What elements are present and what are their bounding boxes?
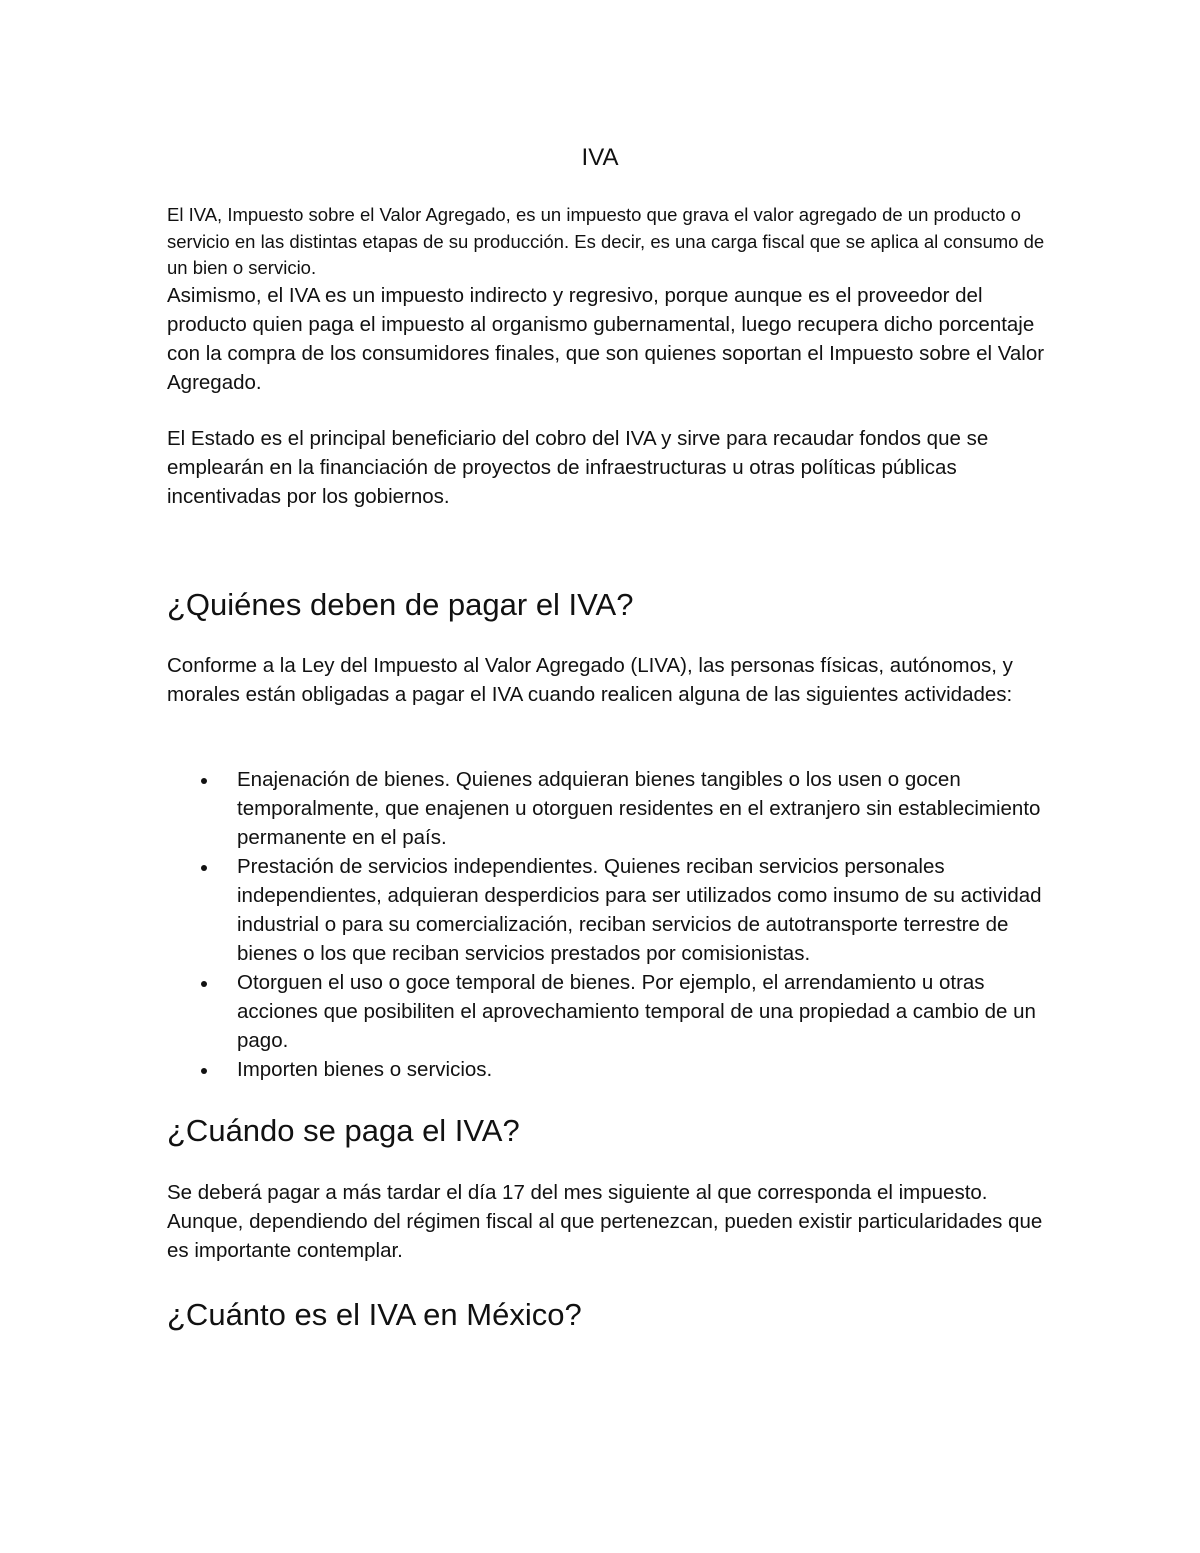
list-item [197,852,1047,968]
list-item [197,765,1047,852]
paragraph-indirect-tax: Asimismo, el IVA es un impuesto indirecto y regresivo, porque aunque es el proveedor del producto quien paga el impuesto al organismo gubernamental, luego recupera dicho porcentaje con la compra de los consumidores finales, que son quienes soportan el Impuesto sobre el Valor Agregado. [167,284,1045,394]
intro-paragraph: El IVA, Impuesto sobre el Valor Agregado, es un impuesto que grava el valor agregado de un producto o servicio en las distintas etapas de su producción. Es decir, es una carga fiscal que se aplica al consumo de un bien o servicio. [167,204,1045,278]
heading-how-much: ¿Cuánto es el IVA en México? [167,1297,582,1332]
bullet-icon [201,1068,207,1074]
bullet-icon [201,981,207,987]
activities-list [197,765,1047,1084]
list-item-text: Otorguen el uso o goce temporal de bienes. Por ejemplo, el arrendamiento u otras acciones que posibiliten el aprovechamiento temporal de una propiedad a cambio de un pago. [237,971,1036,1052]
paragraph-state-beneficiary: El Estado es el principal beneficiario del cobro del IVA y sirve para recaudar fondos que se emplearán en la financiación de proyectos de infraestructuras u otras políticas públicas incentivadas por los gobiernos. [167,427,989,508]
bullet-icon [201,865,207,871]
paragraph-when-pays: Se deberá pagar a más tardar el día 17 del mes siguiente al que corresponda el impuesto. Aunque, dependiendo del régimen fiscal al que pertenezcan, pueden existir particularidades que es importante contemplar. [167,1181,1043,1262]
paragraph-who-pays: Conforme a la Ley del Impuesto al Valor Agregado (LIVA), las personas físicas, autónomos, y morales están obligadas a pagar el IVA cuando realicen alguna de las siguientes actividades: [167,654,1013,706]
list-item [197,968,1047,1055]
heading-when-pays: ¿Cuándo se paga el IVA? [167,1113,520,1148]
heading-who-pays: ¿Quiénes deben de pagar el IVA? [167,587,634,622]
bullet-icon [201,778,207,784]
list-item-text: Importen bienes o servicios. [237,1058,493,1081]
list-item-text: Prestación de servicios independientes. Quienes reciban servicios personales independientes, adquieran desperdicios para ser utilizados como insumo de su actividad industrial o para su comercialización, reciban servicios de autotransporte terrestre de bienes o los que reciban servicios prestados por comisionistas. [237,855,1042,965]
list-item [197,1055,1047,1084]
list-item-text: Enajenación de bienes. Quienes adquieran bienes tangibles o los usen o gocen temporalmente, que enajenen u otorguen residentes en el extranjero sin establecimiento permanente en el país. [237,768,1041,849]
document-title: IVA [581,144,619,171]
